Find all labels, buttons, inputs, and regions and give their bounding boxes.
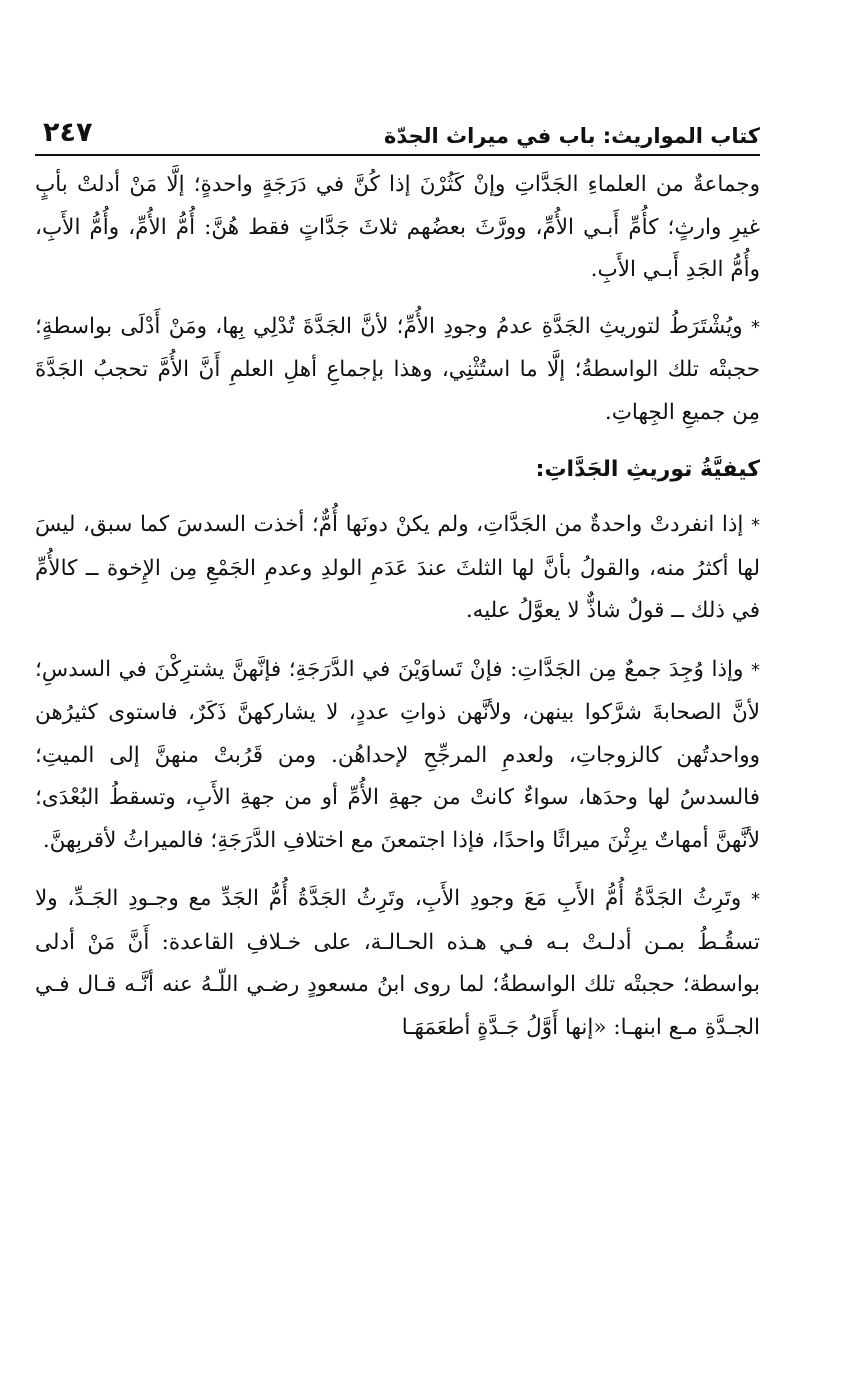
paragraph-text: وإذا وُجِدَ جمعٌ مِن الجَدَّاتِ: فإنْ تَساوَيْنَ في الدَّرَجَةِ؛ فإنَّهنَّ يشترِكْنَ في السدسِ؛ لأنَّ الصحابةَ شرَّكوا بينهن، ولأنَّهن ذواتِ عددٍ، لا يشاركهنَّ ذَكَرٌ، فاستوى كثيرُهن وواحدتُهن كالزوجاتِ، ولعدمِ المرجِّحِ لإحداهُن. ومن قَرُبتْ منهنَّ إلى الميتِ؛ فالسدسُ لها وحدَها، سواءٌ كانتْ من جهةِ الأُمِّ أو من جهةِ الأَبِ، وتسقطُ البُعْدَى؛ لأنَّهنَّ أمهاتٌ يرِثْنَ ميراثًا واحدًا، فإذا اجتمعنَ مع اختلافِ الدَّرَجَةِ؛ فالميراثُ لأقربِهنَّ. [35, 656, 760, 853]
star-marker-icon: * [751, 316, 760, 338]
star-marker-icon: * [751, 889, 761, 910]
star-marker-icon: * [751, 659, 760, 681]
page-number: ٢٤٧ [43, 117, 93, 148]
book-page [35, 112, 760, 1065]
star-marker-icon: * [750, 515, 760, 536]
section-heading: كيفيَّةُ توريثِ الجَدَّاتِ: [535, 457, 760, 482]
paragraph-single-grandmother [35, 504, 760, 633]
running-title: كتاب المواريث: باب في ميراث الجدّة [383, 124, 760, 148]
paragraph-text: وجماعةٌ من العلماءِ الجَدَّاتِ وإنْ كَثُرْنَ إذا كُنَّ في دَرَجَةٍ واحدةٍ؛ إلَّا مَنْ أدلتْ بأبٍ غيرِ وارثٍ؛ كأُمِّ أَبـي الأُمِّ، وورَّثَ بعضُهم ثلاثَ جَدَّاتٍ فقط هُنَّ: أُمُّ الأُمِّ، وأُمُّ الأَبِ، وأُمُّ الجَدِ أَبـي الأَبِ. [35, 172, 760, 282]
paragraph-multiple-grandmothers [35, 649, 760, 863]
page-header [35, 112, 760, 156]
paragraph-condition [35, 306, 760, 435]
paragraph-text: إذا انفردتْ واحدةٌ من الجَدَّاتِ، ولم يكنْ دونَها أُمٌّ؛ أخذت السدسَ كما سبق، ليسَ لها أكثرُ منه، والقولُ بأنَّ لها الثلثَ عندَ عَدَمِ الولدِ وعدمِ الجَمْعِ مِن الإِخوة ــ كالأُمِّ في ذلك ــ قولٌ شاذٌّ لا يعوَّلُ عليه. [35, 512, 760, 623]
page-body [35, 164, 760, 1049]
paragraph-continuation [35, 164, 760, 292]
paragraph-paternal-grandmother [35, 878, 760, 1049]
paragraph-text: ويُشْتَرَطُ لتوريثِ الجَدَّةِ عدمُ وجودِ الأُمِّ؛ لأنَّ الجَدَّةَ تُدْلِي بِها، ومَنْ أَدْلَى بواسطةٍ؛ حجبتْه تلك الواسطةُ؛ إلَّا ما استُثْنِي، وهذا بإجماعِ أهلِ العلمِ أَنَّ الأُمَّ تحجبُ الجَدَّةَ مِن جميعِ الجِهاتِ. [35, 313, 760, 425]
paragraph-text: وتَرِثُ الجَدَّةُ أُمُّ الأَبِ مَعَ وجودِ الأَبِ، وتَرِثُ الجَدَّةُ أُمُّ الجَدِّ مع وجـودِ الجَـدِّ، ولا تسقُـطُ بمـن أدلـتْ بـه فـي هـذه الحـالـة، على خـلافِ القاعدة: أَنَّ مَنْ أدلى بواسطة؛ حجبتْه تلك الواسطةُ؛ لما روى ابنُ مسعودٍ رضـي اللّـهُ عنه أنَّـه قـال فـي الجـدَّةِ مـع ابنهـا: «إنها أَوَّلُ جَـدَّةٍ أطعَمَهَـا [35, 886, 760, 1040]
